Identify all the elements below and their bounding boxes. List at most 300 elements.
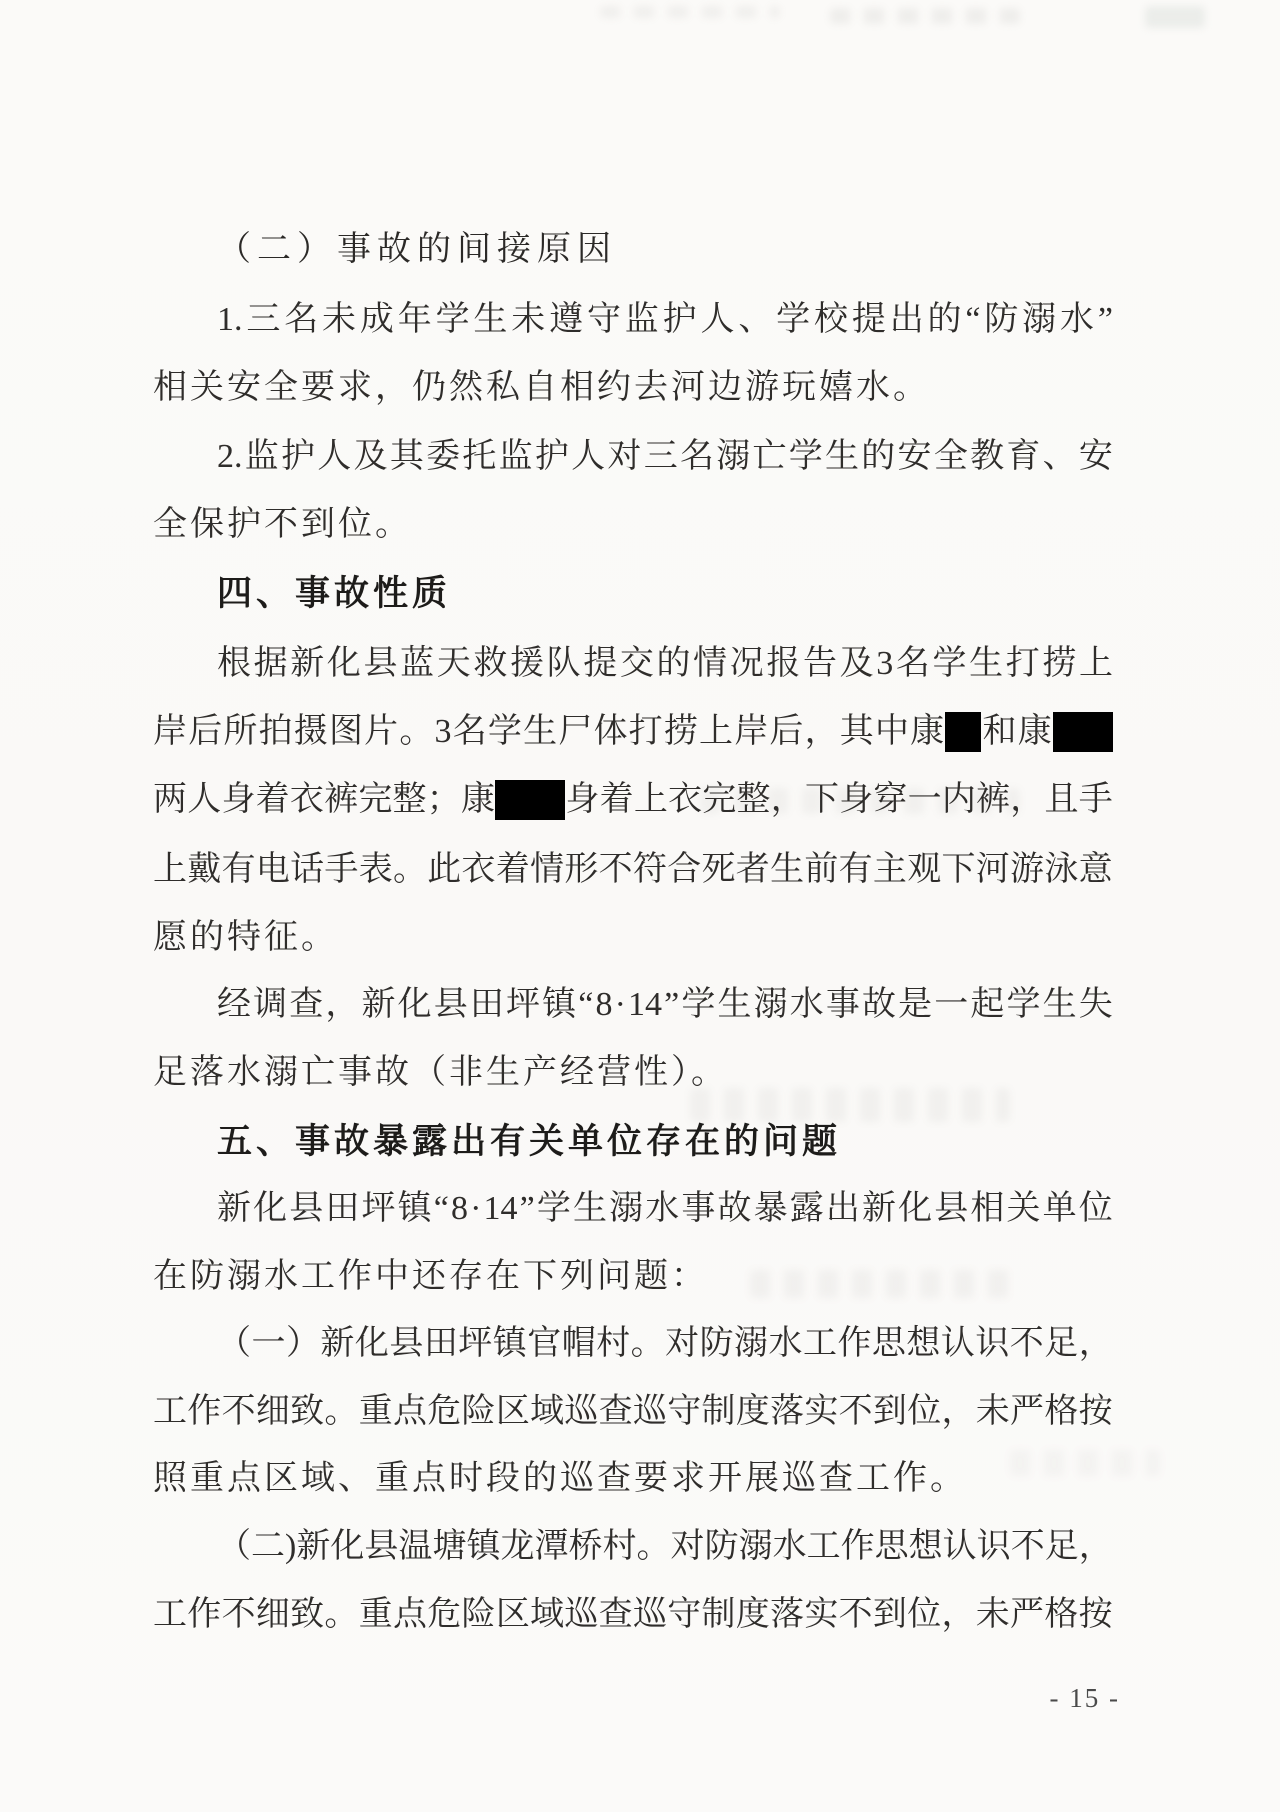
body-line — [153, 1593, 1113, 1637]
text-char: 域 — [530, 1393, 565, 1430]
text-char: 田 — [423, 1325, 458, 1362]
text-char: 康 — [1017, 713, 1052, 750]
text-char: 下 — [804, 781, 839, 818]
text-char: 防 — [704, 1528, 739, 1565]
text-char: 露 — [789, 1190, 824, 1227]
text-char: 温 — [398, 1528, 433, 1565]
text-char: 严 — [1010, 1393, 1045, 1430]
text-run: 全保护不到位。 — [153, 506, 412, 543]
text-char: 体 — [593, 713, 628, 750]
body-line — [153, 366, 1113, 410]
text-char: 巡 — [564, 1596, 599, 1633]
text-char: 查 — [598, 1596, 633, 1633]
text-char: 、 — [738, 301, 773, 338]
text-char: 身 — [839, 781, 874, 818]
text-char: 护 — [281, 438, 316, 475]
text-char: 据 — [253, 645, 288, 682]
text-char: 水 — [772, 1528, 807, 1565]
text-char: 是 — [898, 986, 933, 1023]
text-char: 潭 — [534, 1528, 569, 1565]
text-char: 生 — [969, 645, 1004, 682]
redaction-box — [1053, 712, 1113, 752]
text-char: 学 — [788, 438, 823, 475]
text-char: 完 — [702, 781, 737, 818]
text-char: 重 — [358, 1596, 393, 1633]
text-char: 学 — [487, 713, 522, 750]
text-char: 调 — [253, 986, 288, 1023]
text-char: 队 — [546, 645, 581, 682]
text-char: 实 — [804, 1393, 839, 1430]
redaction-box — [945, 712, 981, 752]
text-char: 化 — [253, 1190, 288, 1227]
text-char: 起 — [970, 986, 1005, 1023]
text-char: 县 — [363, 645, 398, 682]
text-char: 年 — [397, 301, 432, 338]
text-char: 人 — [700, 301, 735, 338]
text-char: 拍 — [258, 713, 293, 750]
text-char: 着 — [599, 781, 634, 818]
text-char: 人 — [317, 438, 352, 475]
text-char: 巡 — [564, 1393, 599, 1430]
body-line — [153, 1051, 1113, 1095]
text-char: 生 — [770, 851, 805, 888]
text-char: 身 — [565, 781, 600, 818]
text-char: 学 — [776, 301, 811, 338]
text-char: 穿 — [873, 781, 908, 818]
text-char: 未 — [975, 1393, 1010, 1430]
text-char: 三 — [643, 438, 678, 475]
text-char: · — [614, 986, 626, 1023]
text-char: 衣 — [668, 781, 703, 818]
text-char: 学 — [435, 301, 470, 338]
text-char: 溺 — [738, 1528, 773, 1565]
text-char: 新 — [290, 645, 325, 682]
text-char: 新 — [361, 986, 396, 1023]
text-run: 五、事故暴露出有关单位存在的问题 — [217, 1122, 842, 1161]
text-char: 官 — [527, 1325, 562, 1362]
text-char: 交 — [619, 645, 654, 682]
text-char: 不 — [221, 1596, 256, 1633]
text-char: 水 — [1060, 301, 1094, 338]
text-char: 。 — [392, 851, 427, 888]
text-char: 新 — [217, 1190, 251, 1227]
text-char: 守 — [667, 1596, 702, 1633]
text-char: 二 — [251, 1528, 286, 1565]
text-char: 。 — [324, 1393, 359, 1430]
text-char: 3 — [434, 713, 452, 750]
text-char: 守 — [667, 1393, 702, 1430]
text-char: 未 — [511, 301, 546, 338]
text-char: 。 — [630, 1325, 665, 1362]
text-char: 化 — [326, 645, 361, 682]
text-char: 查 — [289, 986, 324, 1023]
text-char: 严 — [1010, 1596, 1045, 1633]
text-char: 康 — [910, 713, 945, 750]
text-char: 着 — [255, 781, 290, 818]
text-char: 名 — [452, 713, 487, 750]
text-char: 康 — [460, 781, 495, 818]
text-char: 。 — [399, 713, 434, 750]
text-char: ； — [426, 781, 461, 818]
text-char: 下 — [941, 851, 976, 888]
text-char: ， — [770, 781, 805, 818]
text-char: ， — [1010, 781, 1045, 818]
text-char: 后 — [188, 713, 223, 750]
body-line — [153, 503, 1113, 547]
text-char: 识 — [976, 1528, 1011, 1565]
text-char: 学 — [681, 986, 716, 1023]
text-char: 提 — [583, 645, 618, 682]
text-run: 四、事故性质 — [217, 574, 452, 613]
text-char: · — [470, 1190, 482, 1227]
text-char: 不 — [221, 1393, 256, 1430]
text-char: 足 — [1044, 1528, 1079, 1565]
text-char: 新 — [862, 1190, 897, 1227]
text-char: 及 — [839, 645, 874, 682]
text-char: 坪 — [458, 1325, 493, 1362]
text-char: 和 — [982, 713, 1017, 750]
text-char: 细 — [255, 1596, 290, 1633]
text-char: （ — [217, 1325, 251, 1362]
text-char: 度 — [735, 1393, 770, 1430]
text-char: 岸 — [153, 713, 187, 750]
text-char: 桥 — [568, 1528, 603, 1565]
text-char: 有 — [221, 851, 256, 888]
text-char: “ — [578, 986, 594, 1023]
text-char: 遵 — [549, 301, 584, 338]
text-char: 片 — [364, 713, 399, 750]
text-char: 教 — [970, 438, 1005, 475]
text-char: 水 — [645, 1190, 680, 1227]
text-char: 裤 — [976, 781, 1011, 818]
text-char: 况 — [729, 645, 764, 682]
text-char: 校 — [814, 301, 848, 338]
text-char: ” — [664, 986, 680, 1023]
text-char: 学 — [1006, 986, 1041, 1023]
text-char: 工 — [153, 1393, 187, 1430]
text-char: 14 — [483, 1190, 518, 1227]
text-char: 实 — [804, 1596, 839, 1633]
text-char: 衣 — [289, 781, 324, 818]
text-char: ， — [941, 1596, 976, 1633]
text-char: ） — [285, 1325, 320, 1362]
text-char: 村 — [602, 1528, 637, 1565]
text-char: 县 — [389, 1325, 424, 1362]
text-char: 裤 — [324, 781, 359, 818]
text-char: 尸 — [558, 713, 593, 750]
text-char: 此 — [427, 851, 462, 888]
text-char: ， — [1078, 1325, 1113, 1362]
body-line-redacted — [153, 710, 1113, 754]
text-char: 电 — [255, 851, 290, 888]
body-line — [153, 848, 1113, 892]
text-char: 细 — [255, 1393, 290, 1430]
text-char: 不 — [838, 1393, 873, 1430]
text-char: 8 — [595, 986, 613, 1023]
text-char: 作 — [187, 1596, 222, 1633]
text-char: 溺 — [734, 1325, 769, 1362]
text-char: ， — [325, 986, 360, 1023]
text-char: ， — [1078, 1528, 1113, 1565]
text-char: 作 — [840, 1528, 875, 1565]
text-char: 防 — [984, 301, 1019, 338]
text-char: 认 — [942, 1528, 977, 1565]
text-char: 度 — [735, 1596, 770, 1633]
text-char: 致 — [290, 1393, 325, 1430]
body-line — [153, 435, 1113, 479]
text-char: 巡 — [632, 1596, 667, 1633]
text-char: 打 — [628, 713, 663, 750]
text-char: 巡 — [632, 1393, 667, 1430]
text-char: 查 — [598, 1393, 633, 1430]
text-char: 完 — [358, 781, 393, 818]
text-char: 蓝 — [400, 645, 435, 682]
text-char: 两 — [153, 781, 187, 818]
text-char: 三 — [246, 301, 281, 338]
text-char: 落 — [770, 1393, 805, 1430]
text-char: 生 — [473, 301, 508, 338]
text-char: 制 — [701, 1393, 736, 1430]
text-char: ” — [1097, 301, 1113, 338]
text-char: 事 — [825, 986, 860, 1023]
text-char: 危 — [427, 1596, 462, 1633]
text-char: 打 — [1005, 645, 1040, 682]
text-char: 对 — [665, 1325, 700, 1362]
text-char: 育 — [1006, 438, 1041, 475]
text-char: 作 — [837, 1325, 872, 1362]
text-char: 县 — [364, 1528, 399, 1565]
text-char: 县 — [934, 1190, 969, 1227]
text-char: 镇 — [397, 1190, 432, 1227]
text-run: 在防溺水工作中还存在下列问题： — [153, 1258, 708, 1295]
text-char: 委 — [426, 438, 461, 475]
body-line — [153, 916, 1113, 960]
text-char: 位 — [907, 1596, 942, 1633]
text-char: 死 — [701, 851, 736, 888]
text-char: 落 — [770, 1596, 805, 1633]
text-char: 认 — [940, 1325, 975, 1362]
text-char: 图 — [328, 713, 363, 750]
text-char: 镇 — [466, 1528, 501, 1565]
text-char: 游 — [1010, 851, 1045, 888]
text-char: 全 — [933, 438, 968, 475]
text-char: 故 — [717, 1190, 752, 1227]
body-line — [153, 1525, 1113, 1569]
text-char: 岸 — [734, 713, 769, 750]
text-char: 情 — [693, 645, 728, 682]
text-char: 失 — [1078, 986, 1113, 1023]
text-char: 生 — [523, 713, 558, 750]
text-char: 河 — [975, 851, 1010, 888]
text-char: 后 — [769, 713, 804, 750]
text-char: 水 — [789, 986, 824, 1023]
text-char: 位 — [907, 1393, 942, 1430]
text-char: 点 — [392, 1393, 427, 1430]
text-char: 8 — [450, 1190, 468, 1227]
text-char: 成 — [359, 301, 394, 338]
body-line — [153, 1322, 1113, 1366]
body-line — [153, 983, 1113, 1027]
text-char: 不 — [838, 1596, 873, 1633]
text-char: 想 — [906, 1325, 941, 1362]
text-char: 者 — [735, 851, 770, 888]
text-char: 县 — [433, 986, 468, 1023]
text-char: 名 — [679, 438, 714, 475]
text-char: 、 — [1042, 438, 1077, 475]
text-char: 生 — [573, 1190, 608, 1227]
text-char: 对 — [670, 1528, 705, 1565]
text-char: 点 — [392, 1596, 427, 1633]
text-char: 报 — [766, 645, 801, 682]
text-char: 位 — [1078, 1190, 1113, 1227]
text-char: 3 — [876, 645, 894, 682]
text-char: 重 — [358, 1393, 393, 1430]
text-char: 上 — [1079, 645, 1113, 682]
text-char: 人 — [571, 438, 606, 475]
text-char: 新 — [296, 1528, 331, 1565]
text-char: 按 — [1078, 1393, 1113, 1430]
text-char: 制 — [701, 1596, 736, 1633]
text-char: 天 — [436, 645, 471, 682]
text-run: 相关安全要求，仍然私自相约去河边游玩嬉水。 — [153, 369, 930, 406]
text-char: 且 — [1044, 781, 1079, 818]
text-char: 内 — [941, 781, 976, 818]
text-char: 到 — [872, 1596, 907, 1633]
page-number: - 15 - — [1049, 1683, 1120, 1713]
text-char: 化 — [354, 1325, 389, 1362]
text-char: 新 — [320, 1325, 355, 1362]
text-char: 衣 — [461, 851, 496, 888]
text-char: 工 — [806, 1528, 841, 1565]
text-char: 相 — [970, 1190, 1005, 1227]
body-line — [153, 1390, 1113, 1434]
text-char: 上 — [699, 713, 733, 750]
text-char: 一 — [934, 986, 969, 1023]
text-char: 有 — [838, 851, 873, 888]
text-char: 2. — [217, 438, 243, 475]
text-run: （二）事故的间接原因 — [217, 231, 617, 268]
text-char: 工 — [153, 1596, 187, 1633]
text-char: 一 — [907, 781, 942, 818]
text-char: 其 — [839, 713, 874, 750]
text-char: 中 — [874, 713, 909, 750]
body-line — [153, 642, 1113, 686]
text-run: 照重点区域、重点时段的巡查要求开展巡查工作。 — [153, 1460, 967, 1497]
text-char: 田 — [469, 986, 504, 1023]
text-char: 合 — [667, 851, 702, 888]
text-char: 一 — [251, 1325, 286, 1362]
text-char: 生 — [1042, 986, 1077, 1023]
text-char: 上 — [153, 851, 187, 888]
text-char: 其 — [389, 438, 424, 475]
text-char: 格 — [1044, 1393, 1079, 1430]
text-char: 。 — [324, 1596, 359, 1633]
text-char: 溺 — [1022, 301, 1057, 338]
text-char: 戴 — [187, 851, 222, 888]
text-char: 捞 — [1042, 645, 1077, 682]
text-char: 摄 — [293, 713, 328, 750]
text-char: ， — [941, 1393, 976, 1430]
text-char: 前 — [804, 851, 839, 888]
text-char: 学 — [932, 645, 967, 682]
text-char: 表 — [358, 851, 393, 888]
body-line — [153, 1187, 1113, 1231]
text-char: 亡 — [752, 438, 787, 475]
text-char: 及 — [353, 438, 388, 475]
text-char: 溺 — [609, 1190, 644, 1227]
text-char: 整 — [736, 781, 771, 818]
text-char: 安 — [1078, 438, 1113, 475]
text-char: 名 — [895, 645, 930, 682]
text-char: 救 — [473, 645, 508, 682]
text-char: 情 — [530, 851, 565, 888]
text-char: 手 — [1078, 781, 1113, 818]
text-char: 危 — [427, 1393, 462, 1430]
text-char: 经 — [217, 986, 251, 1023]
text-char: 化 — [397, 986, 432, 1023]
text-char: 识 — [975, 1325, 1010, 1362]
text-char: ” — [519, 1190, 535, 1227]
text-char: 溺 — [716, 438, 751, 475]
text-char: 故 — [862, 986, 897, 1023]
text-char: 未 — [322, 301, 357, 338]
text-char: 水 — [768, 1325, 803, 1362]
text-char: 事 — [681, 1190, 716, 1227]
text-char: 。 — [636, 1528, 671, 1565]
text-char: 监 — [624, 301, 659, 338]
text-char: 话 — [290, 851, 325, 888]
text-char: 根 — [217, 645, 251, 682]
text-char: 护 — [662, 301, 697, 338]
text-char: 险 — [461, 1596, 496, 1633]
text-char: 塘 — [432, 1528, 467, 1565]
text-char: 区 — [495, 1393, 530, 1430]
text-char: 出 — [889, 301, 924, 338]
text-char: 形 — [564, 851, 599, 888]
text-char: 思 — [874, 1528, 909, 1565]
text-run: 愿的特征。 — [153, 919, 338, 956]
text-char: 暴 — [753, 1190, 788, 1227]
text-char: 未 — [975, 1596, 1010, 1633]
text-char: 不 — [1009, 1325, 1044, 1362]
text-char: 格 — [1044, 1596, 1079, 1633]
text-char: 坪 — [506, 986, 540, 1023]
text-char: 监 — [498, 438, 533, 475]
text-char: 按 — [1078, 1596, 1113, 1633]
text-char: 观 — [907, 851, 942, 888]
text-char: ， — [804, 713, 839, 750]
text-char: 域 — [530, 1596, 565, 1633]
text-char: “ — [433, 1190, 449, 1227]
text-char: 不 — [1010, 1528, 1045, 1565]
text-char: ) — [285, 1528, 297, 1565]
text-char: 县 — [289, 1190, 324, 1227]
text-char: 龙 — [500, 1528, 535, 1565]
heading-section-4 — [153, 572, 1113, 616]
text-char: 意 — [1078, 851, 1113, 888]
body-line — [153, 1255, 1113, 1299]
text-char: 工 — [802, 1325, 837, 1362]
text-char: 足 — [1044, 1325, 1079, 1362]
text-char: 帽 — [561, 1325, 596, 1362]
text-char: 安 — [897, 438, 932, 475]
text-char: 的 — [861, 438, 896, 475]
text-char: 单 — [1042, 1190, 1077, 1227]
text-char: 学 — [536, 1190, 571, 1227]
text-char: 援 — [510, 645, 544, 682]
text-char: 想 — [908, 1528, 943, 1565]
text-char: 着 — [495, 851, 530, 888]
